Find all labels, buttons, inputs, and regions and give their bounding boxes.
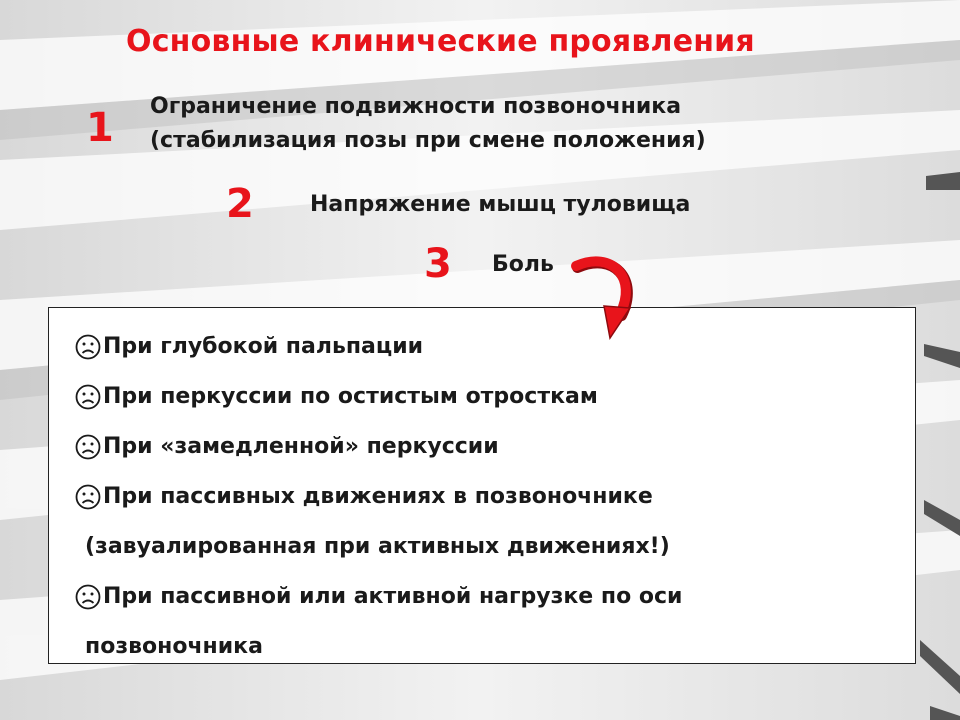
pain-list-item-continuation [49,622,915,672]
item-2-line-1: Напряжение мышц туловища [310,192,691,217]
pain-list-item-text: (завуалированная при активных движениях!) [85,534,670,559]
pain-list-item [49,422,915,472]
pain-list-item-text: При «замедленной» перкуссии [103,434,499,459]
item-1-line-1: Ограничение подвижности позвоночника [150,94,682,119]
pain-list-item-text: При пассивных движениях в позвоночнике [103,484,653,509]
sad-face-icon [63,572,101,622]
item-1-line-2: (стабилизация позы при смене положения) [150,128,706,153]
item-3-line-1: Боль [492,252,554,277]
item-number-3: 3 [424,241,452,287]
pain-list [49,322,915,672]
item-3-text [492,248,554,282]
sad-face-icon [63,422,101,472]
pain-list-item [49,572,915,622]
pain-list-item-continuation [49,522,915,572]
curved-arrow-icon [566,248,644,340]
item-1-text [150,90,706,158]
item-number-1: 1 [86,105,114,151]
item-number-2: 2 [226,181,254,227]
pain-list-item [49,372,915,422]
sad-face-icon [63,322,101,372]
slide-title: Основные клинические проявления [126,24,755,59]
pain-list-item [49,322,915,372]
sad-face-icon [63,472,101,522]
pain-list-item-text: При пассивной или активной нагрузке по оси [103,584,683,609]
pain-list-item [49,472,915,522]
sad-face-icon [63,372,101,422]
pain-list-item-text: При глубокой пальпации [103,334,424,359]
pain-list-item-text: При перкуссии по остистым отросткам [103,384,598,409]
pain-list-panel [48,307,916,664]
pain-list-item-text: позвоночника [85,634,263,659]
item-2-text [310,188,690,222]
